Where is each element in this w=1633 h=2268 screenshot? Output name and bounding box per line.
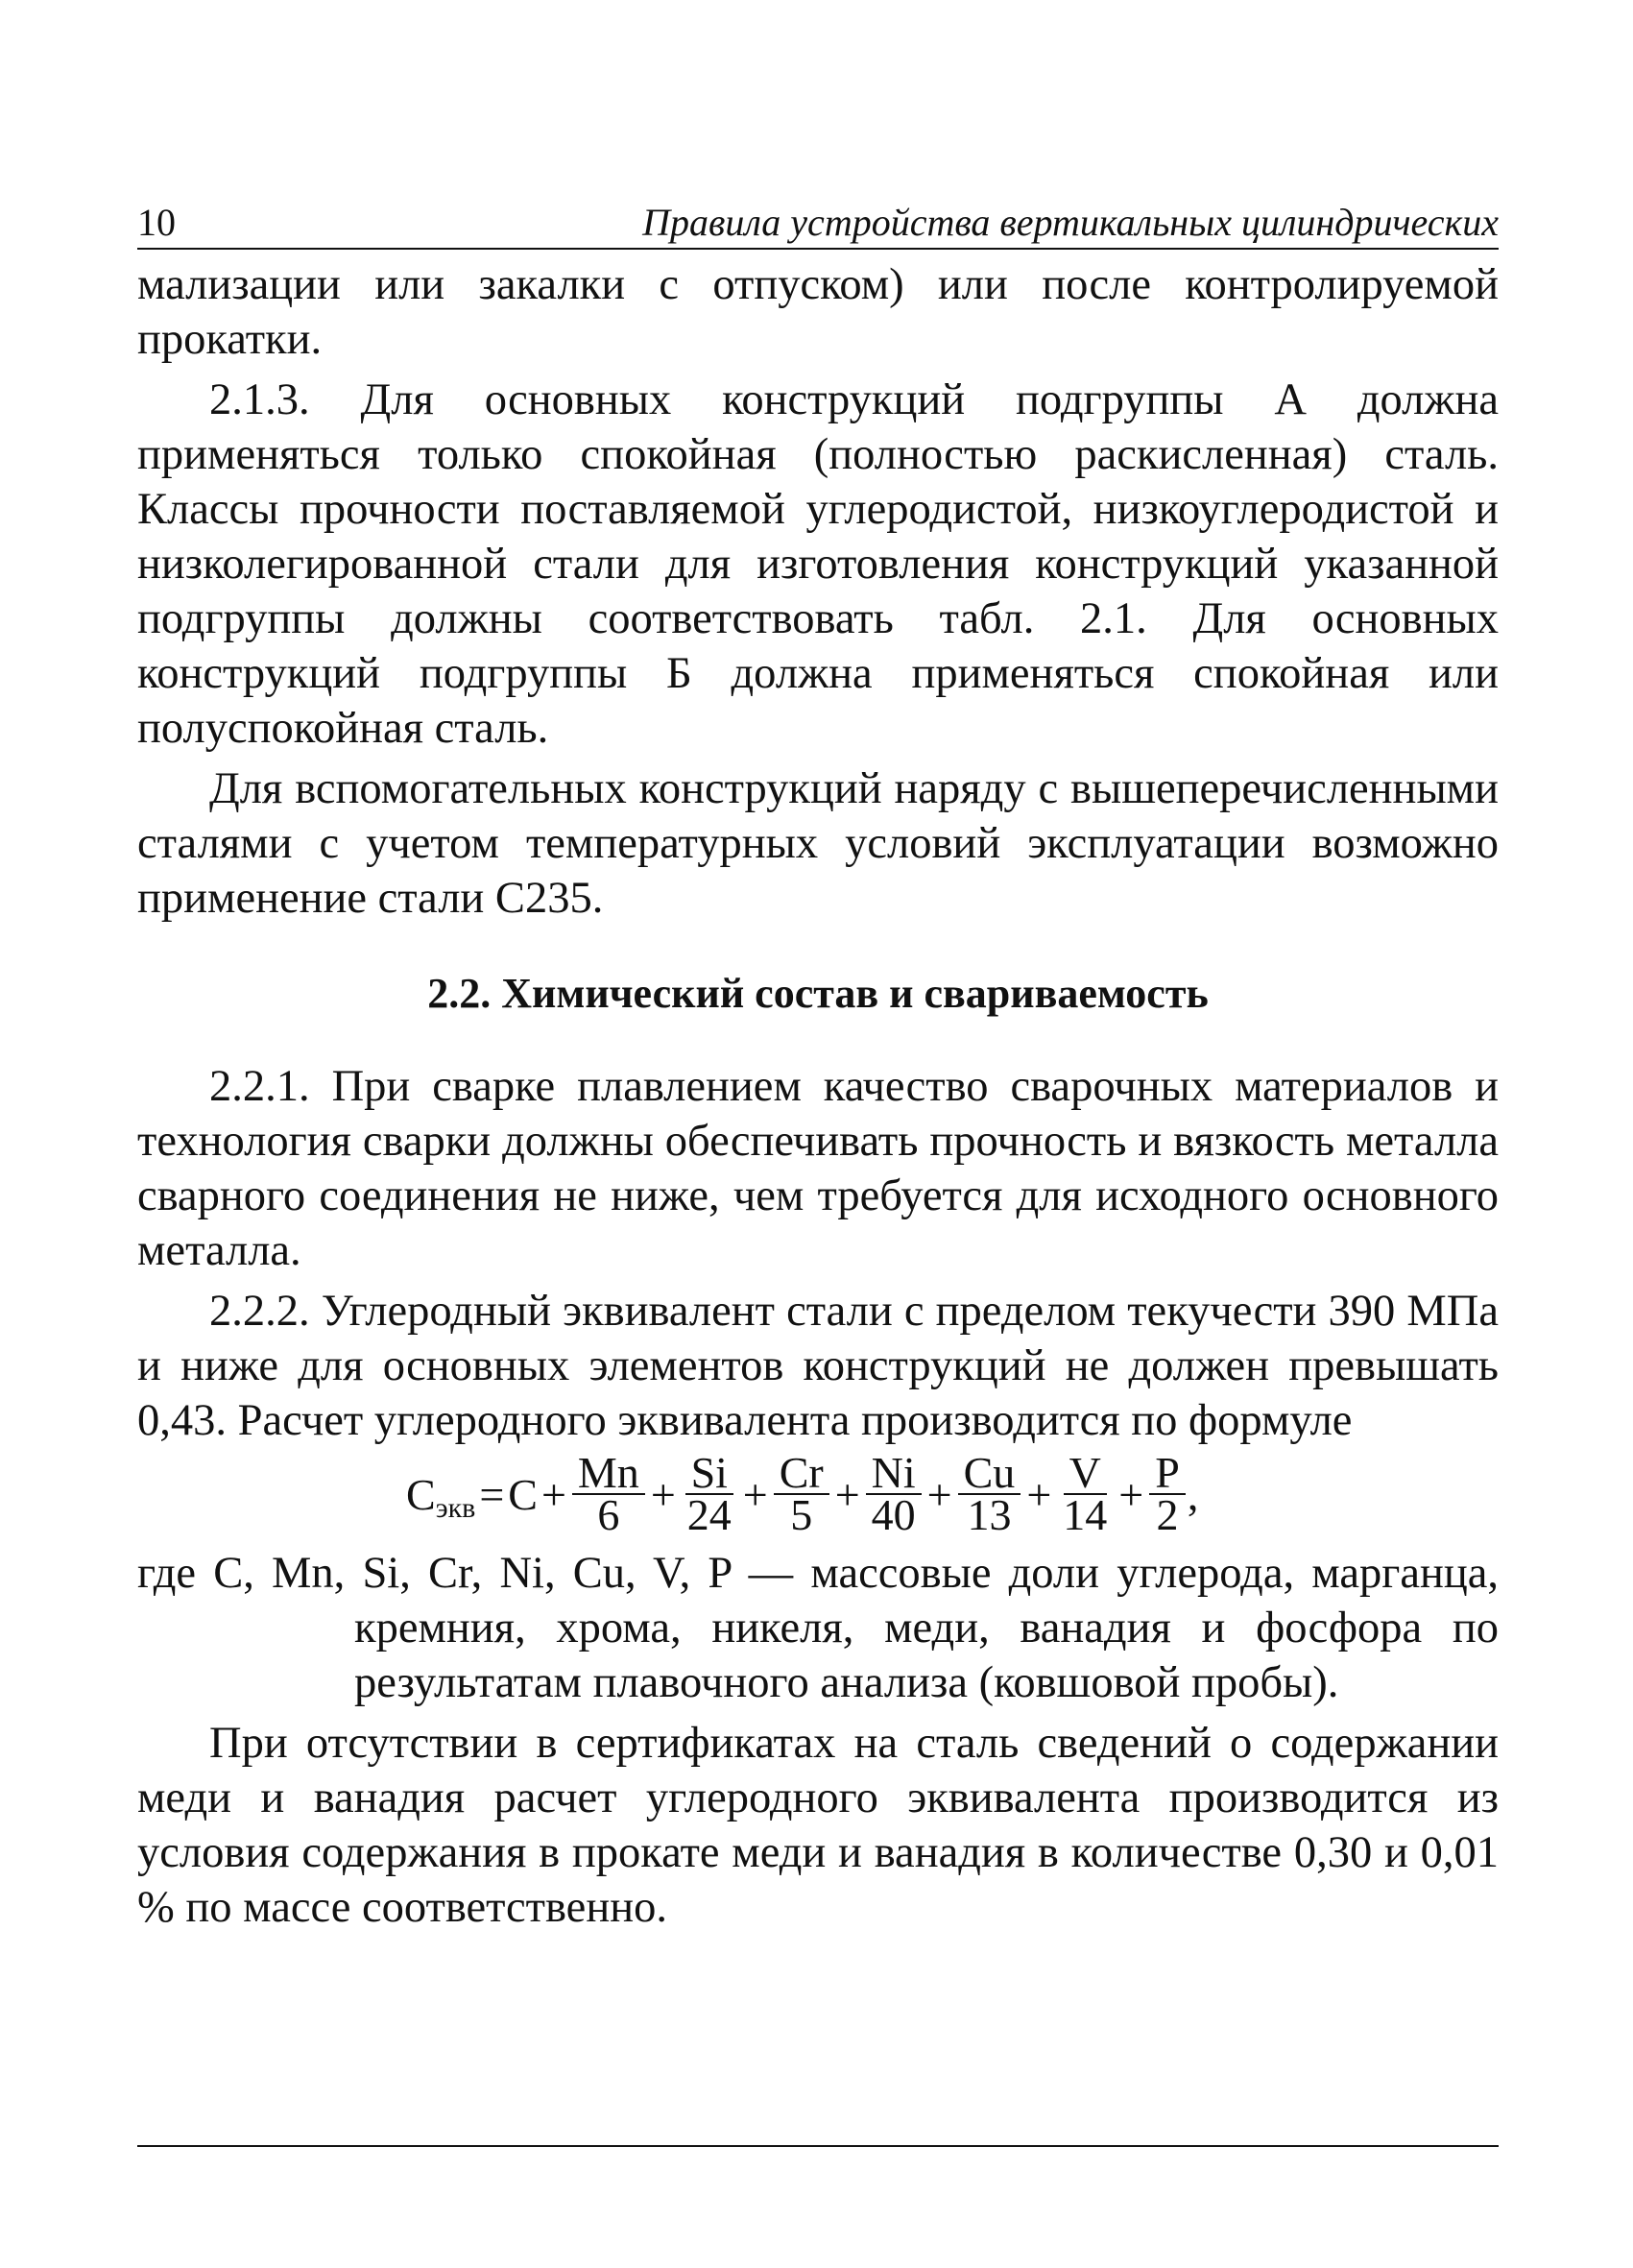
fraction-numerator: Cu xyxy=(958,1453,1021,1495)
fraction-denominator: 13 xyxy=(967,1490,1012,1539)
formula-plus: + xyxy=(1026,1469,1052,1519)
formula-lhs-subscript: экв xyxy=(435,1491,476,1524)
formula-first-term: C xyxy=(508,1469,538,1519)
fraction-denominator: 6 xyxy=(597,1490,620,1539)
fraction-denominator: 40 xyxy=(871,1490,916,1539)
page-body xyxy=(137,257,1499,1935)
fraction-numerator: P xyxy=(1149,1453,1186,1495)
formula-plus: + xyxy=(650,1469,676,1519)
formula-plus: + xyxy=(926,1469,952,1519)
formula-plus: + xyxy=(834,1469,860,1519)
footer-rule xyxy=(137,2145,1499,2147)
fraction-numerator: V xyxy=(1064,1453,1107,1495)
fraction-denominator: 2 xyxy=(1156,1490,1179,1539)
paragraph-2-1-3: 2.1.3. Для основных конструкций подгруппы А должна применяться только спокойная (полностью раскисленная) сталь. Классы прочности поставляемой углеродистой, низкоуглеродистой и низколегированной стали для изготовления конструкций указанной подгруппы должны соответствовать табл. 2.1. Для основных конструкций подгруппы Б должна применяться спокойная или полуспокойная сталь. xyxy=(137,375,1499,753)
formula-plus: + xyxy=(1118,1469,1144,1519)
formula-plus: + xyxy=(540,1469,566,1519)
formula-comma: , xyxy=(1187,1469,1199,1519)
carbon-equivalent-formula xyxy=(137,1450,1499,1538)
formula-fraction xyxy=(682,1448,737,1539)
formula-plus: + xyxy=(742,1469,768,1519)
section-heading: 2.2. Химический состав и свариваемость xyxy=(427,970,1209,1017)
formula-variables-definition: где C, Mn, Si, Cr, Ni, Cu, V, P — массовые доли углерода, марганца, кремния, хрома, никеля, меди, ванадия и фосфора по результатам плавочного анализа (ковшовой пробы). xyxy=(137,1549,1499,1707)
formula-fraction xyxy=(958,1448,1021,1539)
running-title: Правила устройства вертикальных цилиндрических xyxy=(642,201,1499,244)
fraction-numerator: Cr xyxy=(774,1453,829,1495)
fraction-denominator: 14 xyxy=(1063,1490,1108,1539)
formula-fraction xyxy=(1057,1448,1113,1539)
page-header xyxy=(137,194,1499,250)
formula-equals: = xyxy=(479,1469,505,1519)
formula-lhs: C xyxy=(406,1469,436,1519)
paragraph-continuation: мализации или закалки с отпуском) или после контролируемой прокатки. xyxy=(137,260,1499,364)
paragraph-auxiliary-structures: Для вспомогательных конструкций наряду с вышеперечисленными сталями с учетом температурных условий эксплуатации возможно применение стали С235. xyxy=(137,764,1499,923)
page-number: 10 xyxy=(137,201,176,244)
formula-fraction xyxy=(866,1448,922,1539)
fraction-denominator: 24 xyxy=(686,1490,732,1539)
formula-fraction xyxy=(572,1448,645,1539)
fraction-denominator: 5 xyxy=(790,1490,813,1539)
formula-fraction xyxy=(1149,1448,1186,1539)
formula-fraction xyxy=(774,1448,829,1539)
paragraph-2-2-2: 2.2.2. Углеродный эквивалент стали с пределом текучести 390 МПа и ниже для основных элементов конструкций не должен превышать 0,43. Расчет углеродного эквивалента производится по формуле xyxy=(137,1287,1499,1445)
paragraph-missing-certificate-data: При отсутствии в сертификатах на сталь сведений о содержании меди и ванадия расчет углеродного эквивалента производится из условия содержания в прокате меди и ванадия в количестве 0,30 и 0,01 % по массе соответственно. xyxy=(137,1719,1499,1932)
fraction-numerator: Mn xyxy=(572,1453,645,1495)
fraction-numerator: Ni xyxy=(866,1453,922,1495)
fraction-numerator: Si xyxy=(685,1453,733,1495)
paragraph-2-2-1: 2.2.1. При сварке плавлением качество сварочных материалов и технология сварки должны обеспечивать прочность и вязкость металла сварного соединения не ниже, чем требуется для исходного основного металла. xyxy=(137,1062,1499,1275)
